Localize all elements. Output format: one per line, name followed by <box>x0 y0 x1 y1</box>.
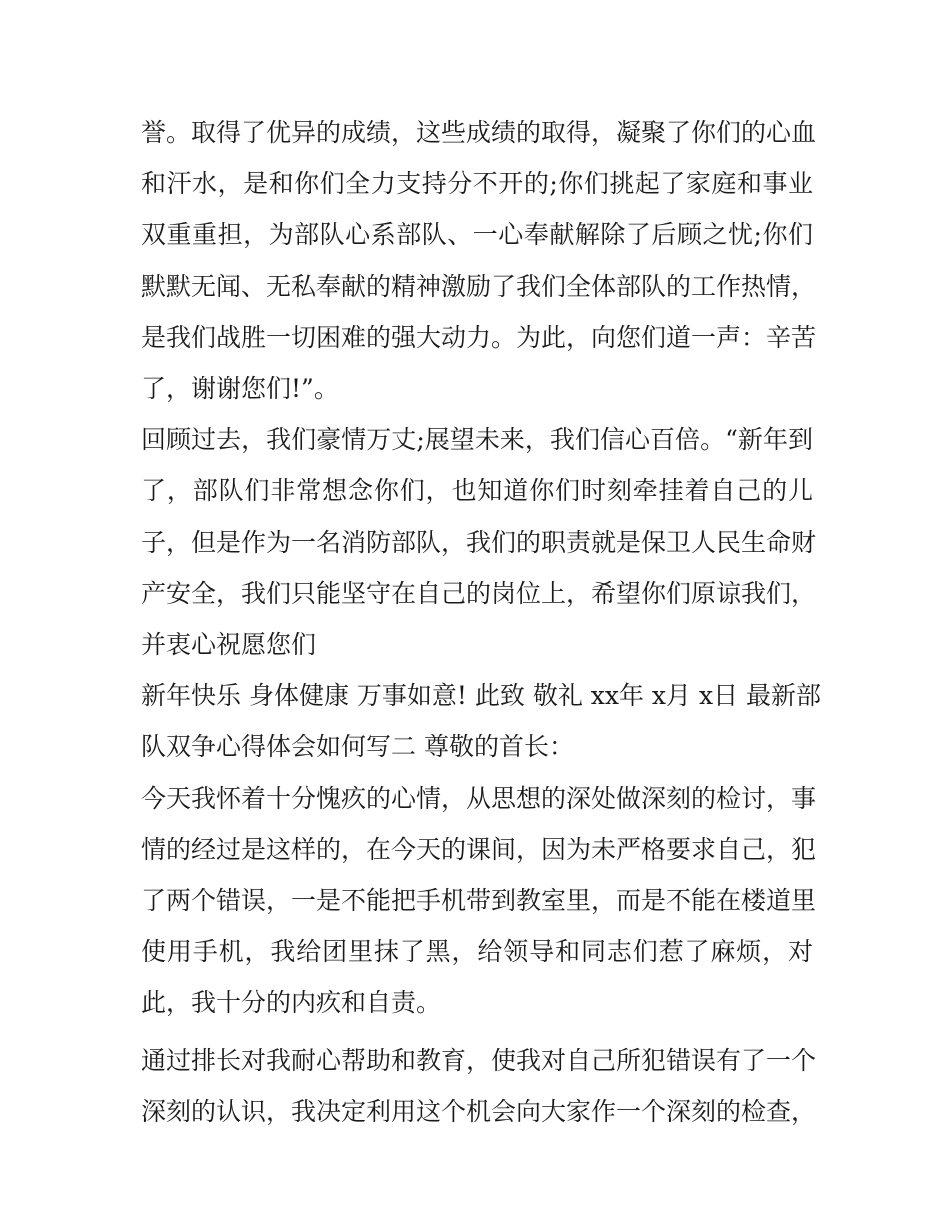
text-line: 了，部队们非常想念你们，也知道你们时刻牵挂着自己的儿 <box>141 476 813 506</box>
text-line: 和汗水，是和你们全力支持分不开的;你们挑起了家庭和事业 <box>141 169 813 199</box>
text-line: 子，但是作为一名消防部队，我们的职责就是保卫人民生命财 <box>141 527 817 557</box>
text-line: 默默无闻、无私奉献的精神激励了我们全体部队的工作热情， <box>141 271 817 301</box>
text-line: 通过排长对我耐心帮助和教育，使我对自己所犯错误有了一个 <box>141 1045 817 1075</box>
paragraph-5 <box>141 1035 817 1137</box>
paragraph-4 <box>141 773 817 1029</box>
paragraph-2 <box>141 414 817 670</box>
text-line: 了，谢谢您们!”。 <box>141 374 339 404</box>
text-line: 今天我怀着十分愧疚的心情，从思想的深处做深刻的检讨，事 <box>141 783 817 813</box>
text-line: 并衷心祝愿您们 <box>141 630 317 660</box>
text-line: 是我们战胜一切困难的强大动力。为此，向您们道一声：辛苦 <box>141 322 817 352</box>
text-line: 此，我十分的内疚和自责。 <box>141 988 442 1018</box>
text-line: 了两个错误，一是不能把手机带到教室里，而是不能在楼道里 <box>141 886 817 916</box>
text-line: 使用手机，我给团里抹了黑，给领导和同志们惹了麻烦，对 <box>141 937 813 967</box>
text-line: 双重重担，为部队心系部队、一心奉献解除了后顾之忧;你们 <box>141 220 813 250</box>
text-line: 队双争心得体会如何写二 尊敬的首长： <box>141 732 574 762</box>
document-body <box>141 107 822 1137</box>
paragraph-3 <box>141 670 822 772</box>
text-line: 产安全，我们只能坚守在自己的岗位上，希望你们原谅我们， <box>141 578 817 608</box>
text-line: 誉。取得了优异的成绩，这些成绩的取得，凝聚了你们的心血 <box>141 118 817 147</box>
text-line: 情的经过是这样的，在今天的课间，因为未严格要求自己，犯 <box>141 834 817 864</box>
paragraph-1 <box>141 107 817 414</box>
text-line: 新年快乐 身体健康 万事如意! 此致 敬礼 xx年 x月 x日 最新部 <box>141 681 822 711</box>
text-line: 深刻的认识，我决定利用这个机会向大家作一个深刻的检查， <box>141 1096 817 1126</box>
text-line: 回顾过去，我们豪情万丈;展望未来，我们信心百倍。“新年到 <box>141 425 813 455</box>
